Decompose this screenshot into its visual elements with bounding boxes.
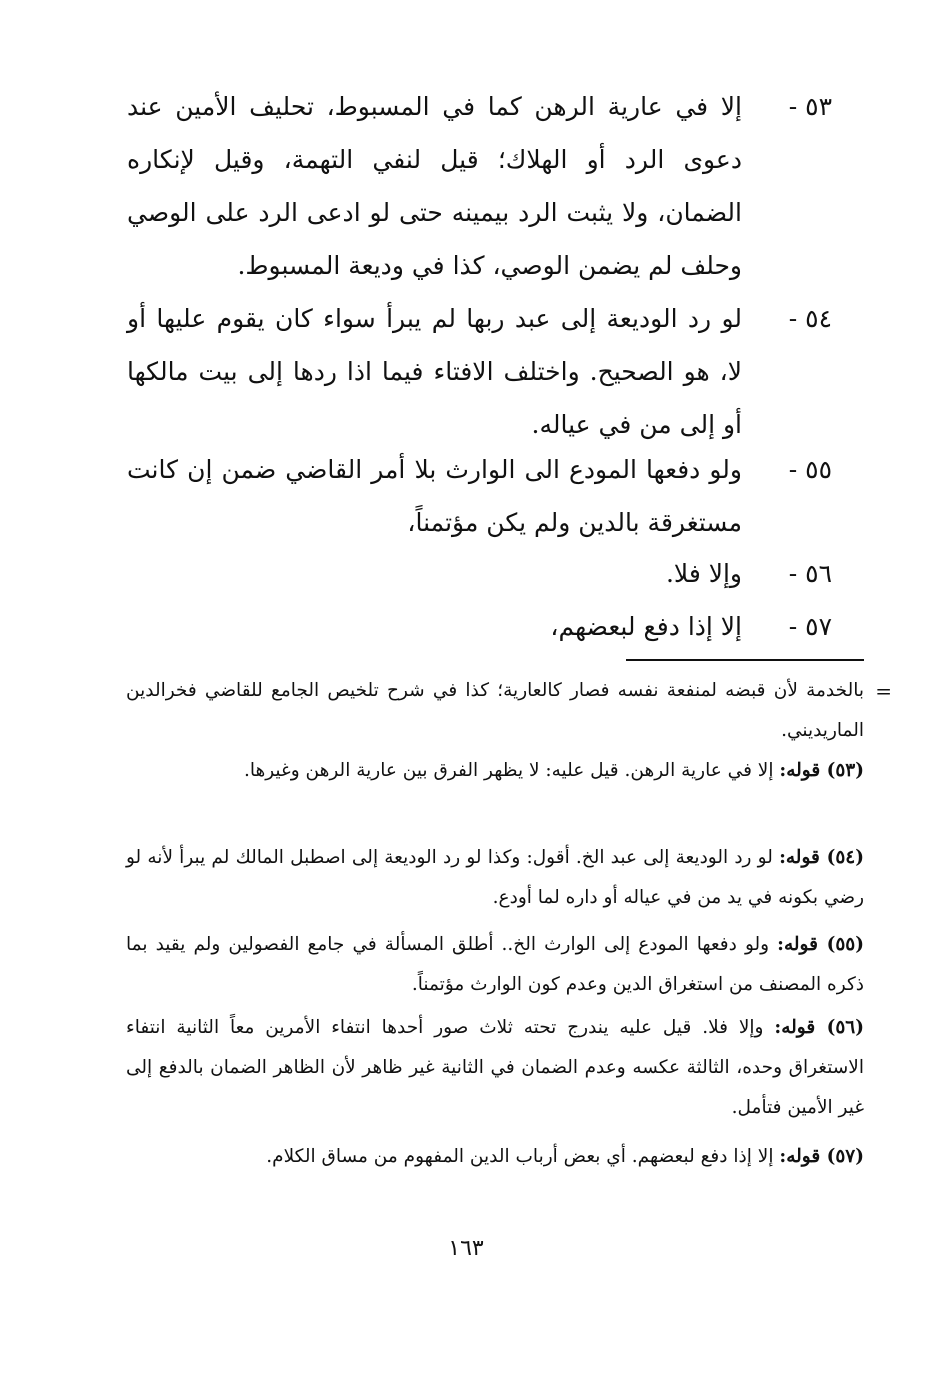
- footnote-54: [126, 838, 864, 918]
- footnote-53: [126, 751, 864, 791]
- footnote-text: إلا إذا دفع لبعضهم. أي بعض أرباب الدين المفهوم من مساق الكلام.: [266, 1146, 774, 1167]
- item-text: إلا إذا دفع لبعضهم،: [550, 612, 742, 641]
- main-item-56: [127, 547, 832, 600]
- main-item-53: [127, 80, 832, 292]
- item-number: ٥٤ -: [788, 304, 832, 333]
- footnote-separator: [626, 659, 864, 661]
- footnote-lead: (٥٧) قوله:: [779, 1146, 864, 1167]
- footnote-text: ولو دفعها المودع إلى الوارث الخ.. أطلق المسألة في جامع الفصولين ولم يقيد بما ذكره المصنف من استغراق الدين وعدم كون الوارث مؤتمناً.: [126, 934, 864, 995]
- page-number: ١٦٣: [448, 1236, 484, 1261]
- footnote-text: لو رد الوديعة إلى عبد الخ. أقول: وكذا لو رد الوديعة إلى اصطبل المالك لم يبرأ لأنه لو رضي بكونه في يد من في عياله أو داره لما أودع.: [126, 847, 864, 908]
- item-number: ٥٦ -: [788, 559, 832, 588]
- item-number: ٥٧ -: [788, 612, 832, 641]
- item-text: وإلا فلا.: [665, 559, 742, 588]
- footnote-lead: (٥٣) قوله:: [779, 760, 864, 781]
- footnote-text: وإلا فلا. قيل عليه يندرج تحته ثلاث صور أحدها انتفاء الأمرين معاً الثانية انتفاء الاستغراق وحده، الثالثة عكسه وعدم الضمان في الثانية غير ظاهر لأن الظاهر الضمان بالدفع إلى غير الأمين فتأمل.: [126, 1017, 864, 1118]
- footnote-56: [126, 1008, 864, 1128]
- main-item-57: [127, 600, 832, 653]
- footnote-continued: [126, 671, 892, 751]
- main-item-54: [127, 292, 832, 451]
- footnote-55: [126, 925, 864, 1005]
- item-text: إلا في عارية الرهن كما في المسبوط، تحليف الأمين عند دعوى الرد أو الهلاك؛ قيل لنفي التهمة، وقيل لإنكاره الضمان، ولا يثبت الرد بيمينه حتى لو ادعى الرد على الوصي وحلف لم يضمن الوصي، كذا في وديعة المسبوط.: [127, 92, 742, 280]
- continuation-marker: =: [875, 679, 892, 703]
- item-number: ٥٣ -: [788, 92, 832, 121]
- footnote-57: [126, 1137, 864, 1177]
- footnote-text: إلا في عارية الرهن. قيل عليه: لا يظهر الفرق بين عارية الرهن وغيرها.: [243, 760, 774, 781]
- footnote-text: بالخدمة لأن قبضه لمنفعة نفسه فصار كالعارية؛ كذا في شرح تلخيص الجامع للقاضي فخرالدين الماريديني.: [126, 680, 864, 741]
- footnote-lead: (٥٥) قوله:: [777, 934, 864, 955]
- item-number: ٥٥ -: [788, 455, 832, 484]
- item-text: لو رد الوديعة إلى عبد ربها لم يبرأ سواء كان يقوم عليها أو لا، هو الصحيح. واختلف الافتاء فيما اذا ردها إلى بيت مالكها أو إلى من في عياله.: [127, 304, 742, 439]
- footnote-lead: (٥٤) قوله:: [779, 847, 864, 868]
- item-text: ولو دفعها المودع الى الوارث بلا أمر القاضي ضمن إن كانت مستغرقة بالدين ولم يكن مؤتمناً،: [127, 455, 742, 537]
- footnote-lead: (٥٦) قوله:: [774, 1017, 864, 1038]
- main-item-55: [127, 443, 832, 549]
